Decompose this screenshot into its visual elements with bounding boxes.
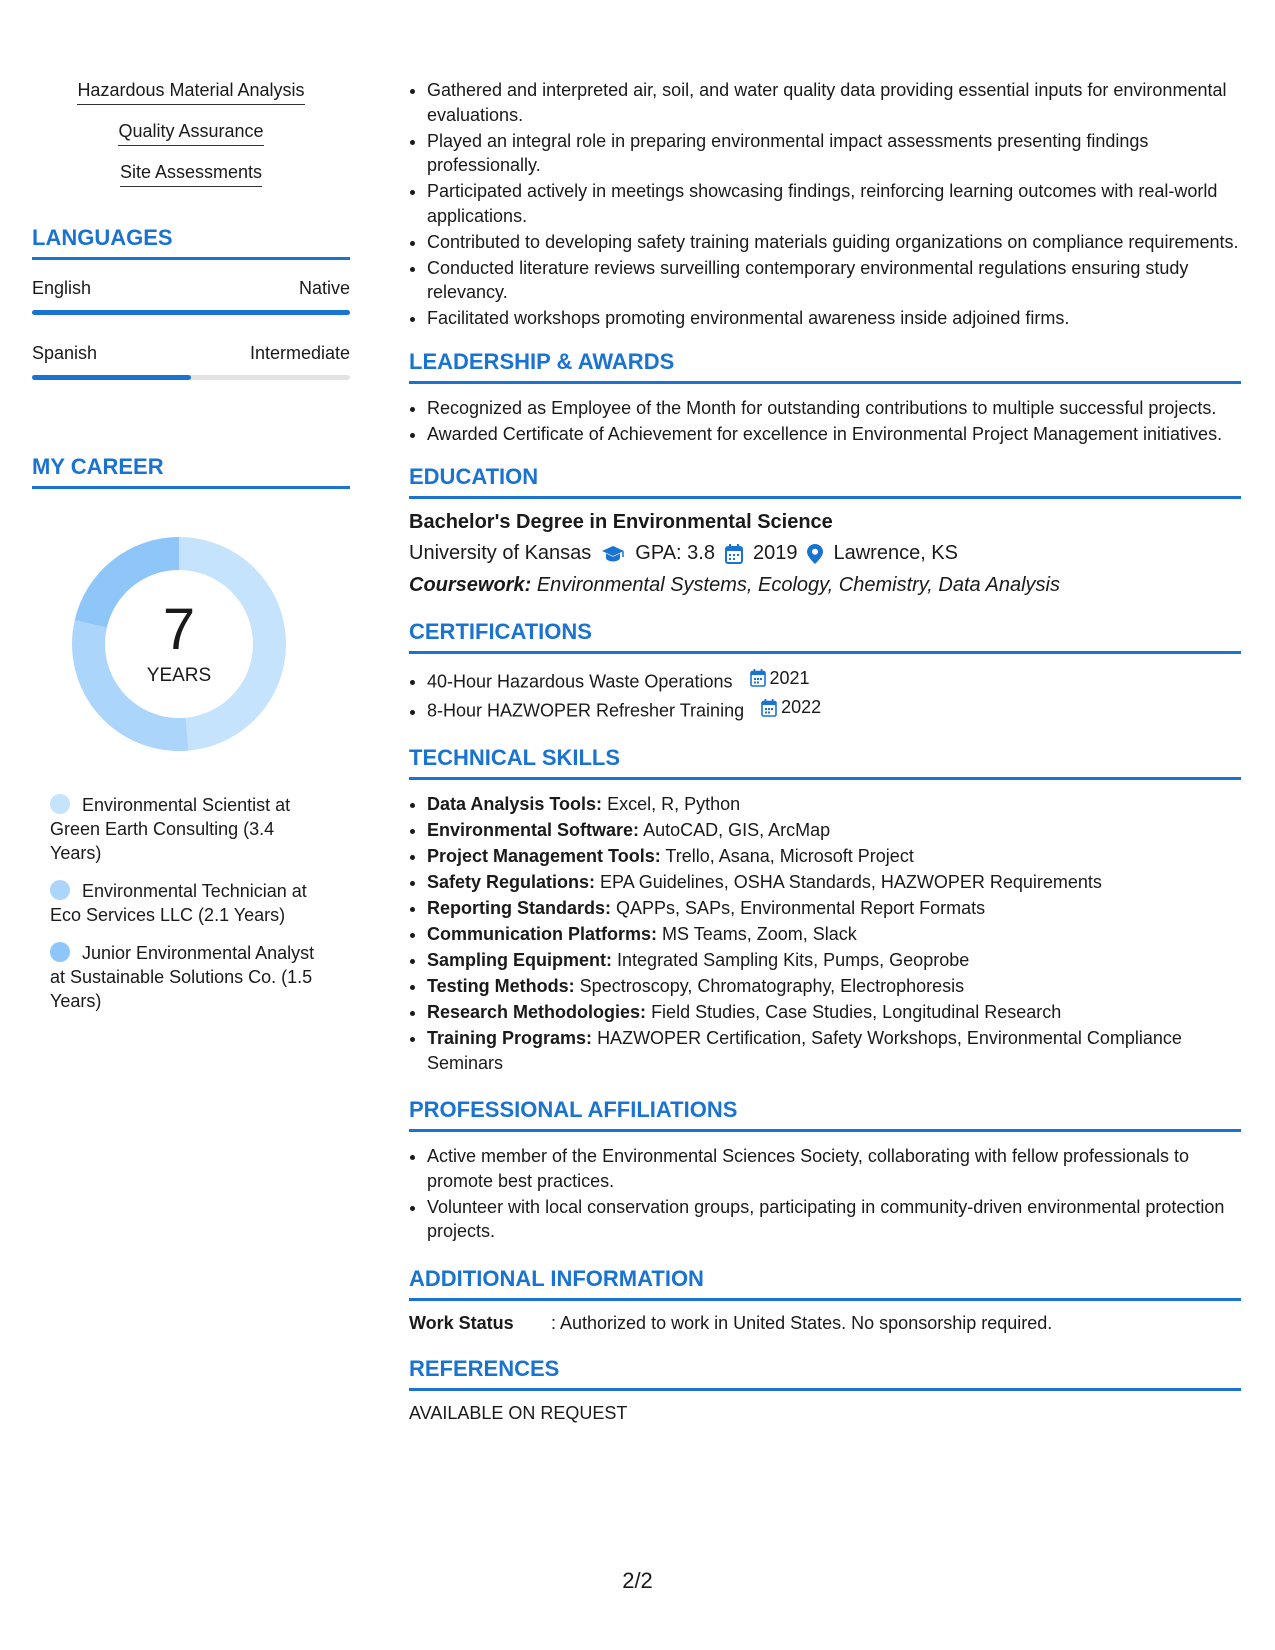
list-item: • Testing Methods: Spectroscopy, Chromatography, Electrophoresis xyxy=(427,974,1241,999)
list-item: • Reporting Standards: QAPPs, SAPs, Environmental Report Formats xyxy=(427,896,1241,921)
language-bar xyxy=(32,375,350,380)
right-column xyxy=(409,80,1241,1424)
list-item: • Environmental Software: AutoCAD, GIS, ArcMap xyxy=(427,818,1241,843)
list-item: • Research Methodologies: Field Studies, Case Studies, Longitudinal Research xyxy=(427,1000,1241,1025)
education-gpa: GPA: 3.8 xyxy=(635,542,715,564)
leadership-section xyxy=(409,349,1241,447)
technical-skills-title: TECHNICAL SKILLS xyxy=(409,745,1241,780)
list-item: • Communication Platforms: MS Teams, Zoom, Slack xyxy=(427,922,1241,947)
education-year: 2019 xyxy=(752,542,798,564)
list-item: • Data Analysis Tools: Excel, R, Python xyxy=(427,792,1241,817)
list-item: • Recognized as Employee of the Month for outstanding contributions to multiple successful projects. xyxy=(427,396,1241,421)
languages-title: LANGUAGES xyxy=(32,225,350,260)
list-item: • Played an integral role in preparing environmental impact assessments presenting findings professionally. xyxy=(427,129,1241,178)
list-item: • Active member of the Environmental Sciences Society, collaborating with fellow professionals to promote best practices. xyxy=(427,1144,1241,1193)
references-text: AVAILABLE ON REQUEST xyxy=(409,1402,628,1423)
legend-item: Environmental Technician at Eco Services LLC (2.1 Years) xyxy=(50,881,307,925)
language-level: Intermediate xyxy=(249,343,350,363)
page-number: 2/2 xyxy=(622,1568,653,1593)
list-item: • 40-Hour Hazardous Waste Operations 2021 xyxy=(427,666,1241,694)
additional-info-section xyxy=(409,1266,1241,1334)
skill-tag: Quality Assurance xyxy=(32,121,350,146)
list-item: • Sampling Equipment: Integrated Sampling Kits, Pumps, Geoprobe xyxy=(427,948,1241,973)
location-pin-icon xyxy=(807,544,823,564)
language-level: Native xyxy=(298,278,350,298)
language-name: English xyxy=(32,278,92,298)
language-item xyxy=(32,278,350,315)
list-item: • Awarded Certificate of Achievement for excellence in Environmental Project Management initiatives. xyxy=(427,422,1241,447)
career-legend xyxy=(32,793,350,1013)
references-section xyxy=(409,1356,1241,1424)
education-coursework: Coursework: Environmental Systems, Ecology, Chemistry, Data Analysis xyxy=(409,574,1060,596)
career-title: MY CAREER xyxy=(32,454,350,489)
education-details xyxy=(409,542,1241,565)
legend-dot-icon xyxy=(50,942,70,962)
education-location: Lawrence, KS xyxy=(833,542,958,564)
references-title: REFERENCES xyxy=(409,1356,1241,1391)
skill-tag: Site Assessments xyxy=(32,162,350,187)
list-item: • Gathered and interpreted air, soil, and water quality data providing essential inputs for environmental evaluations. xyxy=(427,78,1241,127)
calendar-icon xyxy=(725,544,743,564)
graduation-cap-icon xyxy=(601,545,625,563)
language-item xyxy=(32,343,350,380)
affiliations-section xyxy=(409,1097,1241,1244)
language-bar xyxy=(32,310,350,315)
list-item: • Contributed to developing safety training materials guiding organizations on compliance requirements. xyxy=(427,230,1241,255)
certifications-title: CERTIFICATIONS xyxy=(409,619,1241,654)
work-status-label: Work Status xyxy=(409,1312,514,1333)
leadership-title: LEADERSHIP & AWARDS xyxy=(409,349,1241,384)
list-item: • Conducted literature reviews surveilling contemporary environmental regulations ensuring study relevancy. xyxy=(427,256,1241,305)
education-section xyxy=(409,464,1241,597)
education-title: EDUCATION xyxy=(409,464,1241,499)
calendar-icon xyxy=(761,699,777,717)
work-status-value: : Authorized to work in United States. No sponsorship required. xyxy=(551,1312,1053,1333)
list-item: • Project Management Tools: Trello, Asana, Microsoft Project xyxy=(427,844,1241,869)
education-school: University of Kansas xyxy=(409,542,592,564)
work-status-row xyxy=(409,1313,1241,1334)
career-total-unit: YEARS xyxy=(146,665,212,686)
affiliations-title: PROFESSIONAL AFFILIATIONS xyxy=(409,1097,1241,1132)
legend-dot-icon xyxy=(50,794,70,814)
legend-item: Environmental Scientist at Green Earth Consulting (3.4 Years) xyxy=(50,795,291,863)
certifications-section xyxy=(409,619,1241,723)
additional-info-title: ADDITIONAL INFORMATION xyxy=(409,1266,1241,1301)
career-total-years: 7 xyxy=(162,597,196,662)
left-column xyxy=(32,80,350,1027)
education-degree: Bachelor's Degree in Environmental Science xyxy=(409,511,833,533)
experience-bullets xyxy=(409,78,1241,331)
list-item: • Training Programs: HAZWOPER Certification, Safety Workshops, Environmental Compliance Seminars xyxy=(427,1026,1241,1075)
career-donut-chart xyxy=(66,531,292,757)
list-item: • Volunteer with local conservation groups, participating in community-driven environmental protection projects. xyxy=(427,1195,1241,1244)
certification-date: 2021 xyxy=(750,666,810,691)
list-item: • Participated actively in meetings showcasing findings, reinforcing learning outcomes with real-world applications. xyxy=(427,179,1241,228)
list-item: • 8-Hour HAZWOPER Refresher Training 2022 xyxy=(427,695,1241,723)
skill-tag: Hazardous Material Analysis xyxy=(32,80,350,105)
legend-item: Junior Environmental Analyst at Sustainable Solutions Co. (1.5 Years) xyxy=(50,943,315,1011)
list-item: • Facilitated workshops promoting environmental awareness inside adjoined firms. xyxy=(427,306,1241,331)
certification-date: 2022 xyxy=(761,695,821,720)
technical-skills-section xyxy=(409,745,1241,1075)
list-item: • Safety Regulations: EPA Guidelines, OSHA Standards, HAZWOPER Requirements xyxy=(427,870,1241,895)
legend-dot-icon xyxy=(50,880,70,900)
calendar-icon xyxy=(750,669,766,687)
language-name: Spanish xyxy=(32,343,98,363)
